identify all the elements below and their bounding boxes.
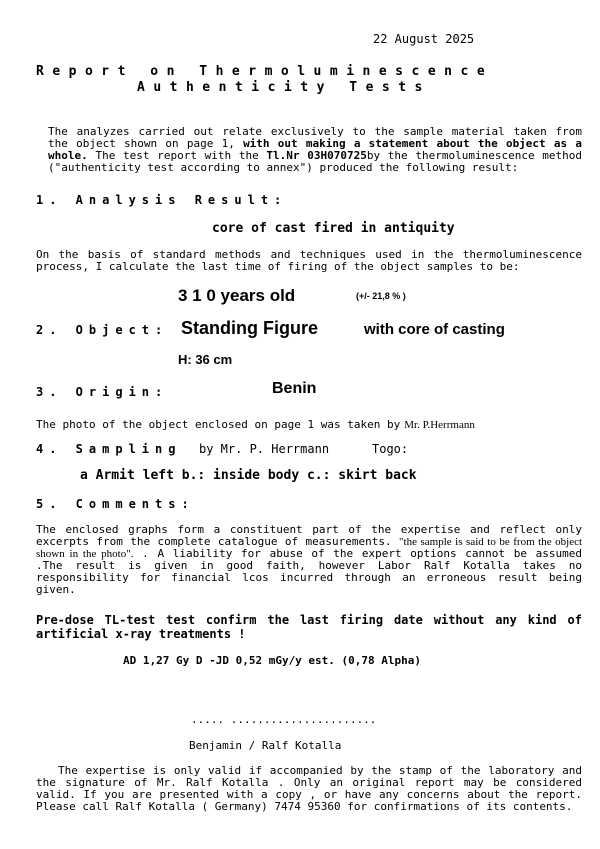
age-tolerance: (+/- 21,8 % ) bbox=[356, 291, 406, 301]
sampling-points: a Armit left b.: inside body c.: skirt back bbox=[80, 468, 417, 483]
signatory-name: Benjamin / Ralf Kotalla bbox=[189, 739, 342, 752]
dose-values: AD 1,27 Gy D -JD 0,52 mGy/y est. (0,78 Alpha) bbox=[123, 654, 422, 667]
predose-statement: Pre-dose TL-test test confirm the last firing date without any kind of artificial x-ray treatments ! bbox=[36, 613, 582, 641]
sampling-place: Togo: bbox=[372, 442, 409, 456]
age-result: 3 1 0 years old bbox=[178, 286, 296, 305]
sampling-by: by Mr. P. Herrmann bbox=[199, 442, 330, 456]
object-name-suffix: with core of casting bbox=[364, 321, 505, 338]
report-date: 22 August 2025 bbox=[373, 32, 475, 46]
object-height: H: 36 cm bbox=[178, 352, 233, 367]
analysis-result: core of cast fired in antiquity bbox=[212, 221, 455, 236]
comments-heading: 5. Comments: bbox=[36, 497, 195, 511]
comments-paragraph: The enclosed graphs form a constituent part of the expertise and reflect only excerpts from the complete catalogue of measurements. "the sample is said to be from the object shown in the photo". . A liability for abuse of the expert options cannot be assumed .The result is given in good faith, however Labor Ralf Kotalla takes no responsibility for financial lcos incurred through an erroneous result being given. bbox=[36, 523, 583, 596]
origin-value: Benin bbox=[272, 380, 317, 397]
signature-line: ..... ...................... bbox=[191, 713, 377, 726]
photo-note: The photo of the object enclosed on page 1 was taken by Mr. P.Herrmann bbox=[36, 418, 475, 431]
origin-heading: 3. Origin: bbox=[36, 385, 169, 399]
sampling-heading: 4. Sampling bbox=[36, 442, 182, 456]
analysis-heading: 1. Analysis Result: bbox=[36, 193, 288, 207]
analysis-paragraph: On the basis of standard methods and techniques used in the thermoluminescence process, I calculate the last time of firing of the object samples to be: bbox=[36, 248, 582, 273]
report-title-line1: Report on Thermoluminescence bbox=[36, 64, 494, 79]
intro-paragraph: The analyzes carried out relate exclusively to the sample material taken from the object shown on page 1, with out making a statement about the object as a whole. The test report with the Tl.Nr 03H070725by the thermoluminescence method ("authenticity test according to annex") produced the following result: bbox=[48, 125, 582, 174]
report-title-line2: Authenticity Tests bbox=[137, 80, 431, 95]
object-name: Standing Figure bbox=[181, 318, 318, 338]
object-heading: 2. Object: bbox=[36, 323, 169, 337]
footer-disclaimer: The expertise is only valid if accompanied by the stamp of the laboratory and the signature of Mr. Ralf Kotalla . Only an original report may be considered valid. If you are presented with a copy , or have any concerns about the report. Please call Ralf Kotalla ( Germany) 7474 95360 for confirmations of its contents. bbox=[36, 764, 582, 813]
